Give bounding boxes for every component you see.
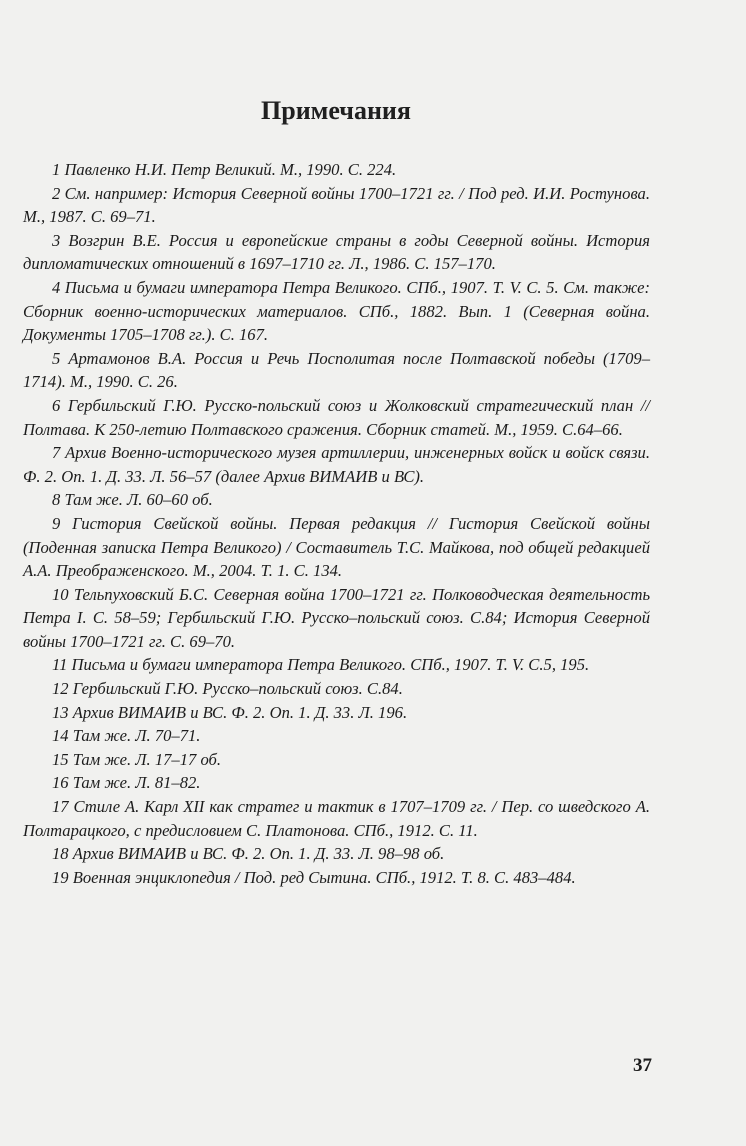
note-item: 2 См. например: История Северной войны 1700–1721 гг. / Под ред. И.И. Ростунова. М., 1987. С. 69–71. — [23, 183, 650, 227]
page-title: Примечания — [261, 96, 411, 125]
note-item: 10 Тельпуховский Б.С. Северная война 1700–1721 гг. Полководческая деятельность Петра I. С. 58–59; Гербильский Г.Ю. Русско–польский союз. С.84; История Северной войны 1700–1721 гг. С. 69–70. — [23, 584, 650, 651]
note-item: 11 Письма и бумаги императора Петра Великого. СПб., 1907. Т. V. С.5, 195. — [52, 655, 590, 675]
notes-list — [23, 158, 650, 889]
note-item: 3 Возгрин В.Е. Россия и европейские страны в годы Северной войны. История дипломатических отношений в 1697–1710 гг. Л., 1986. С. 157–170. — [23, 230, 650, 274]
note-item: 18 Архив ВИМАИВ и ВС. Ф. 2. Оп. 1. Д. 33. Л. 98–98 об. — [52, 844, 445, 864]
note-item: 15 Там же. Л. 17–17 об. — [52, 749, 222, 769]
note-item: 13 Архив ВИМАИВ и ВС. Ф. 2. Оп. 1. Д. 33. Л. 196. — [52, 702, 408, 722]
note-item: 16 Там же. Л. 81–82. — [52, 773, 201, 793]
note-item: 14 Там же. Л. 70–71. — [52, 726, 201, 746]
note-item: 1 Павленко Н.И. Петр Великий. М., 1990. С. 224. — [52, 160, 397, 179]
note-item: 19 Военная энциклопедия / Под. ред Сытина. СПб., 1912. Т. 8. С. 483–484. — [52, 867, 576, 887]
note-item: 7 Архив Военно-исторического музея артиллерии, инженерных войск и войск связи. Ф. 2. Оп. 1. Д. 33. Л. 56–57 (далее Архив ВИМАИВ и ВС). — [23, 443, 650, 486]
note-item: 4 Письма и бумаги императора Петра Великого. СПб., 1907. Т. V. С. 5. См. также: Сборник военно-исторических материалов. СПб., 1882. Вып. 1 (Северная война. Документы 1705–1708 гг.). С. 167. — [23, 277, 650, 345]
note-item: 8 Там же. Л. 60–60 об. — [52, 490, 213, 510]
note-item: 9 Гистория Свейской войны. Первая редакция // Гистория Свейской войны (Поденная записка Петра Великого) / Составитель Т.С. Майкова, под общей редакцией А.А. Преображенского. М., 2004. Т. 1. С. 134. — [23, 513, 650, 581]
note-item: 12 Гербильский Г.Ю. Русско–польский союз. С.84. — [52, 679, 403, 699]
page-number: 37 — [633, 1055, 652, 1076]
note-item: 5 Артамонов В.А. Россия и Речь Посполитая после Полтавской победы (1709–1714). М., 1990. С. 26. — [23, 348, 650, 392]
note-item: 6 Гербильский Г.Ю. Русско-польский союз и Жолковский стратегический план // Полтава. К 250-летию Полтавского сражения. Сборник статей. М., 1959. С.64–66. — [23, 395, 650, 439]
note-item: 17 Стиле А. Карл XII как стратег и тактик в 1707–1709 гг. / Пер. со шведского А. Полтарацкого, с предисловием С. Платонова. СПб., 1912. С. 11. — [23, 797, 650, 840]
